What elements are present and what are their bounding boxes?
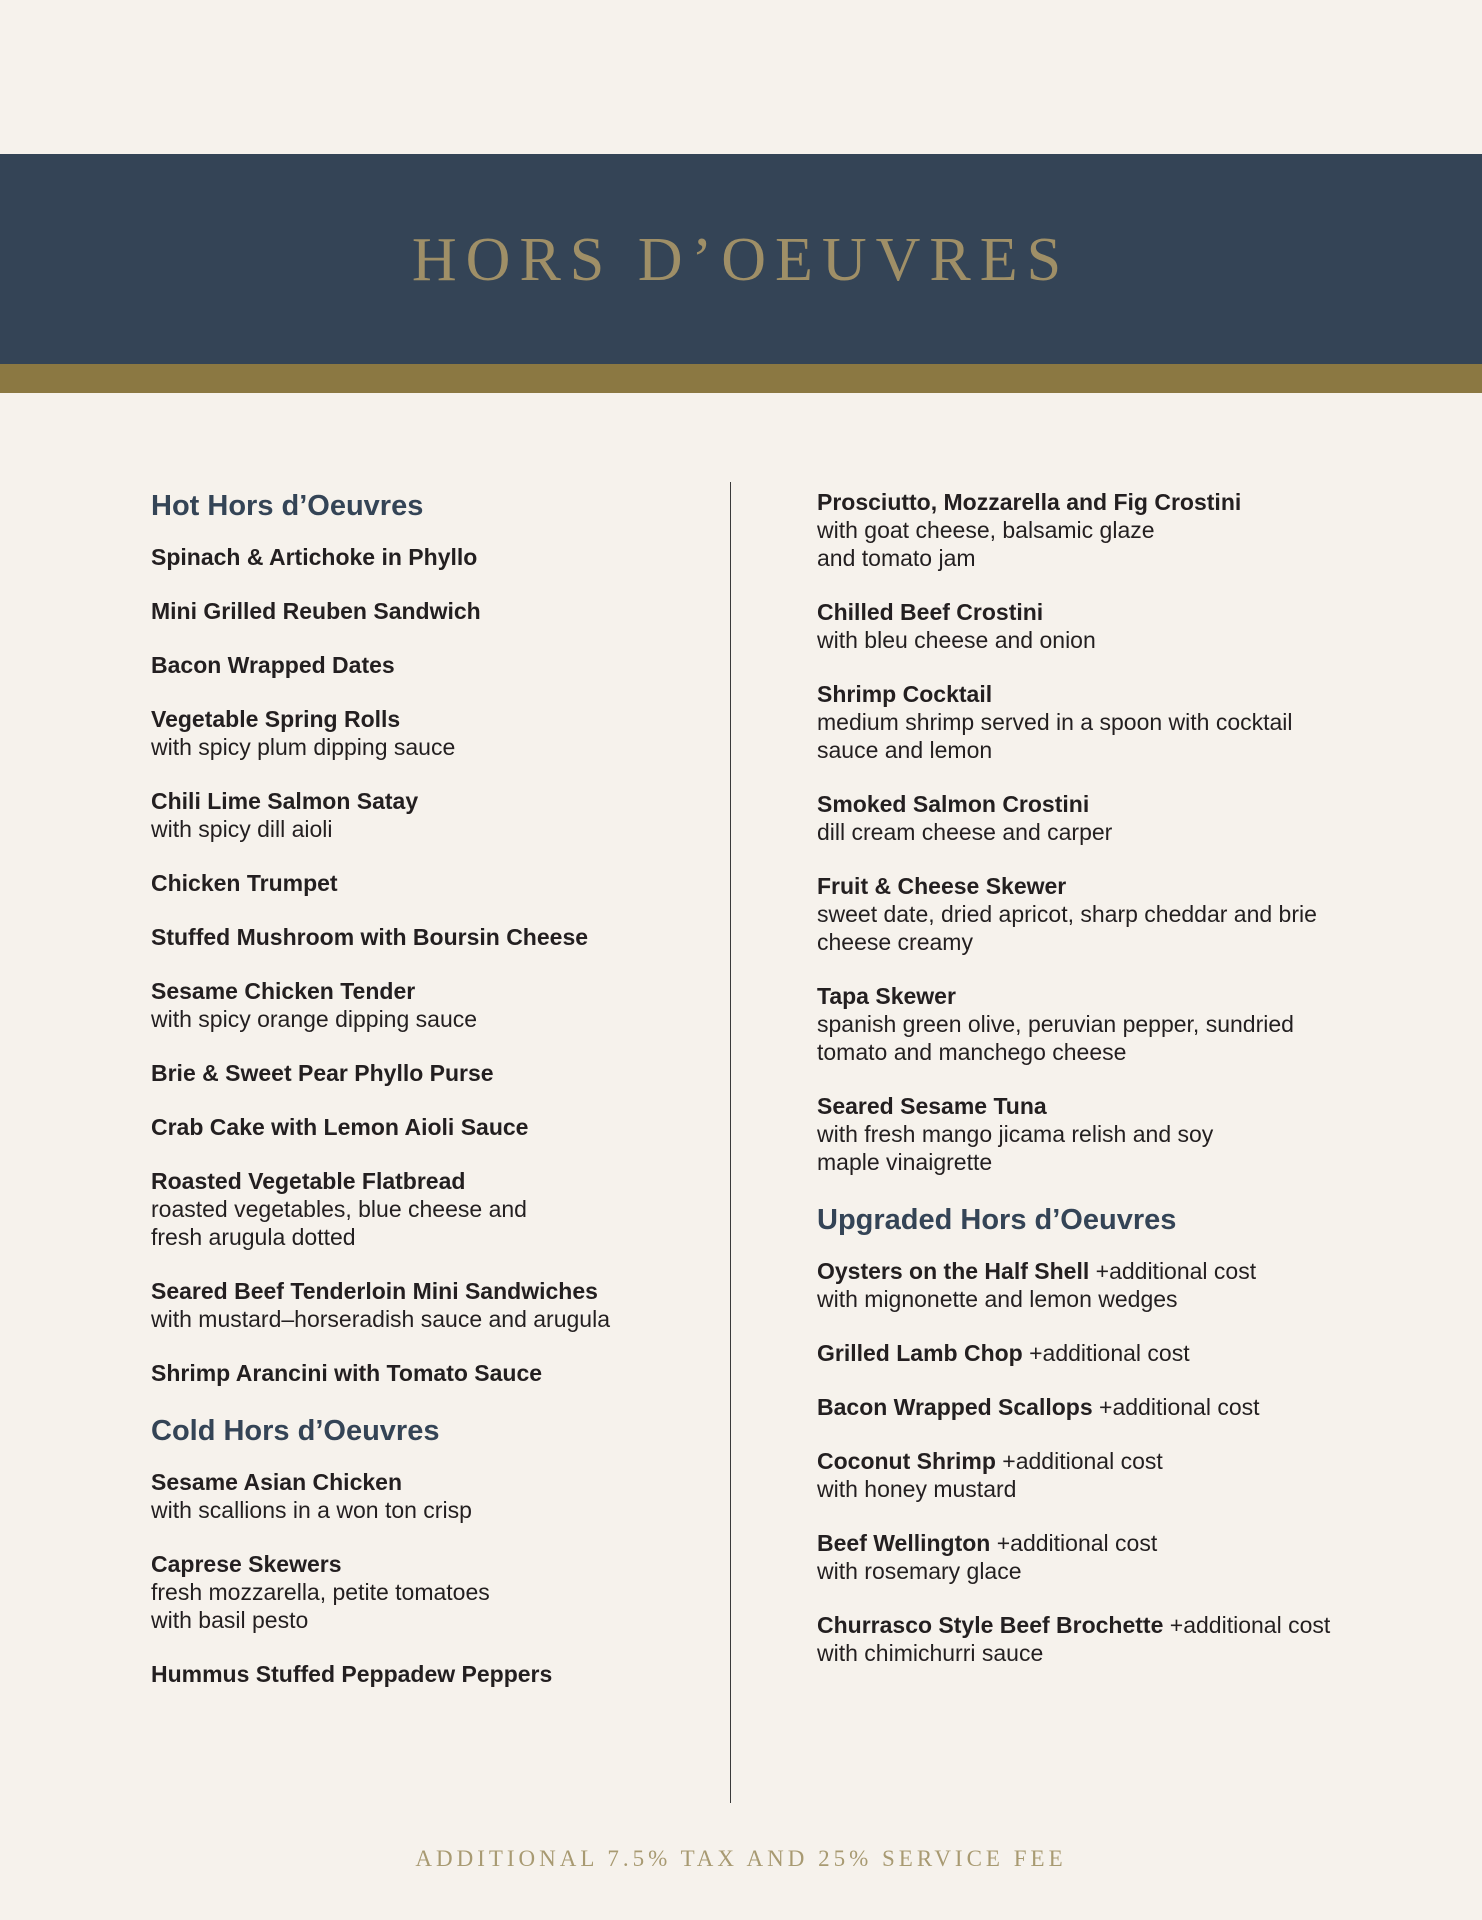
menu-item-name: Spinach & Artichoke in Phyllo bbox=[151, 544, 478, 570]
menu-item-extra-cost: +additional cost bbox=[1022, 1340, 1190, 1366]
section-title-hot: Hot Hors d’Oeuvres bbox=[151, 490, 424, 522]
menu-item-name: Crab Cake with Lemon Aioli Sauce bbox=[151, 1114, 529, 1140]
menu-item-name: Bacon Wrapped Scallops bbox=[817, 1394, 1093, 1420]
menu-item-description: sweet date, dried apricot, sharp cheddar and brie cheese creamy bbox=[817, 901, 1317, 955]
menu-item-name: Mini Grilled Reuben Sandwich bbox=[151, 598, 481, 624]
menu-item-description: with spicy plum dipping sauce bbox=[151, 734, 456, 760]
gold-accent-bar bbox=[0, 364, 1482, 393]
menu-list-hot bbox=[151, 543, 711, 1387]
menu-item bbox=[151, 1660, 711, 1688]
menu-item bbox=[817, 598, 1417, 654]
menu-item-name: Shrimp Cocktail bbox=[817, 681, 993, 707]
menu-item-extra-cost: +additional cost bbox=[1089, 1258, 1257, 1284]
section-title-cold: Cold Hors d’Oeuvres bbox=[151, 1415, 440, 1447]
header-banner bbox=[0, 154, 1482, 364]
menu-item-extra-cost: +additional cost bbox=[1163, 1612, 1331, 1638]
menu-item bbox=[151, 543, 711, 571]
menu-item-extra-cost: +additional cost bbox=[995, 1448, 1163, 1474]
right-column bbox=[817, 488, 1417, 1693]
menu-item-name: Chili Lime Salmon Satay bbox=[151, 788, 419, 814]
menu-item bbox=[151, 923, 711, 951]
menu-item-name: Roasted Vegetable Flatbread bbox=[151, 1168, 466, 1194]
left-column bbox=[151, 488, 711, 1714]
menu-item-name: Bacon Wrapped Dates bbox=[151, 652, 395, 678]
menu-item-name: Churrasco Style Beef Brochette bbox=[817, 1612, 1164, 1638]
menu-item-description: spanish green olive, peruvian pepper, sundried tomato and manchego cheese bbox=[817, 1011, 1294, 1065]
menu-item-name: Vegetable Spring Rolls bbox=[151, 706, 401, 732]
menu-item-description: fresh mozzarella, petite tomatoes with basil pesto bbox=[151, 1579, 490, 1633]
menu-item-description: with rosemary glace bbox=[817, 1558, 1022, 1584]
menu-item-description: medium shrimp served in a spoon with cocktail sauce and lemon bbox=[817, 709, 1293, 763]
menu-item-name: Sesame Chicken Tender bbox=[151, 978, 416, 1004]
menu-item bbox=[817, 982, 1417, 1066]
menu-list-cold bbox=[151, 1468, 711, 1688]
menu-item-name: Grilled Lamb Chop bbox=[817, 1340, 1023, 1366]
menu-item bbox=[817, 1529, 1417, 1585]
menu-item-name: Hummus Stuffed Peppadew Peppers bbox=[151, 1661, 553, 1687]
menu-item-name: Seared Beef Tenderloin Mini Sandwiches bbox=[151, 1278, 598, 1304]
menu-item-name: Chicken Trumpet bbox=[151, 870, 338, 896]
section-title-upgraded: Upgraded Hors d’Oeuvres bbox=[817, 1204, 1177, 1236]
menu-item-description: with goat cheese, balsamic glaze and tomato jam bbox=[817, 517, 1155, 571]
menu-item-description: with chimichurri sauce bbox=[817, 1640, 1044, 1666]
menu-item bbox=[151, 869, 711, 897]
menu-item-extra-cost: +additional cost bbox=[1092, 1394, 1260, 1420]
menu-item-description: with mustard–horseradish sauce and arugula bbox=[151, 1306, 610, 1332]
menu-item-name: Smoked Salmon Crostini bbox=[817, 791, 1090, 817]
menu-item-name: Chilled Beef Crostini bbox=[817, 599, 1044, 625]
menu-item bbox=[151, 787, 711, 843]
menu-item bbox=[817, 872, 1417, 956]
menu-item bbox=[151, 1359, 711, 1387]
menu-item bbox=[151, 1113, 711, 1141]
menu-item-name: Caprese Skewers bbox=[151, 1551, 342, 1577]
menu-item-description: with spicy orange dipping sauce bbox=[151, 1006, 478, 1032]
menu-item bbox=[151, 977, 711, 1033]
menu-item bbox=[151, 1277, 711, 1333]
menu-item bbox=[151, 1167, 711, 1251]
menu-item-extra-cost: +additional cost bbox=[990, 1530, 1158, 1556]
menu-item bbox=[817, 790, 1417, 846]
menu-item-name: Shrimp Arancini with Tomato Sauce bbox=[151, 1360, 543, 1386]
menu-item-description: with spicy dill aioli bbox=[151, 816, 333, 842]
menu-item bbox=[817, 488, 1417, 572]
menu-item-name: Oysters on the Half Shell bbox=[817, 1258, 1090, 1284]
menu-item-name: Prosciutto, Mozzarella and Fig Crostini bbox=[817, 489, 1242, 515]
menu-item-description: with fresh mango jicama relish and soy maple vinaigrette bbox=[817, 1121, 1214, 1175]
menu-item-description: with mignonette and lemon wedges bbox=[817, 1286, 1178, 1312]
menu-item-name: Tapa Skewer bbox=[817, 983, 956, 1009]
menu-item-name: Sesame Asian Chicken bbox=[151, 1469, 402, 1495]
menu-item-name: Stuffed Mushroom with Boursin Cheese bbox=[151, 924, 589, 950]
menu-item bbox=[151, 1468, 711, 1524]
menu-list-upgraded bbox=[817, 1257, 1417, 1667]
menu-item-name: Beef Wellington bbox=[817, 1530, 991, 1556]
menu-list-cold-continued bbox=[817, 488, 1417, 1176]
menu-item bbox=[151, 651, 711, 679]
menu-item bbox=[817, 1339, 1417, 1367]
footer-note: ADDITIONAL 7.5% TAX AND 25% SERVICE FEE bbox=[415, 1846, 1067, 1871]
menu-item bbox=[817, 1092, 1417, 1176]
menu-item-description: with honey mustard bbox=[817, 1476, 1017, 1502]
menu-item-description: with bleu cheese and onion bbox=[817, 627, 1096, 653]
menu-item bbox=[817, 1257, 1417, 1313]
menu-item bbox=[151, 705, 711, 761]
menu-item bbox=[817, 1611, 1417, 1667]
menu-item-description: with scallions in a won ton crisp bbox=[151, 1497, 472, 1523]
menu-item-name: Brie & Sweet Pear Phyllo Purse bbox=[151, 1060, 494, 1086]
menu-item-description: dill cream cheese and carper bbox=[817, 819, 1113, 845]
menu-item bbox=[151, 1550, 711, 1634]
menu-item-description: roasted vegetables, blue cheese and fresh arugula dotted bbox=[151, 1196, 527, 1250]
menu-item bbox=[151, 597, 711, 625]
menu-item-name: Coconut Shrimp bbox=[817, 1448, 996, 1474]
menu-item bbox=[817, 1447, 1417, 1503]
menu-item-name: Seared Sesame Tuna bbox=[817, 1093, 1047, 1119]
menu-item-name: Fruit & Cheese Skewer bbox=[817, 873, 1067, 899]
menu-item bbox=[817, 680, 1417, 764]
column-divider bbox=[730, 482, 731, 1803]
menu-item bbox=[817, 1393, 1417, 1421]
page-title: HORS D’OEUVRES bbox=[411, 226, 1071, 294]
menu-item bbox=[151, 1059, 711, 1087]
